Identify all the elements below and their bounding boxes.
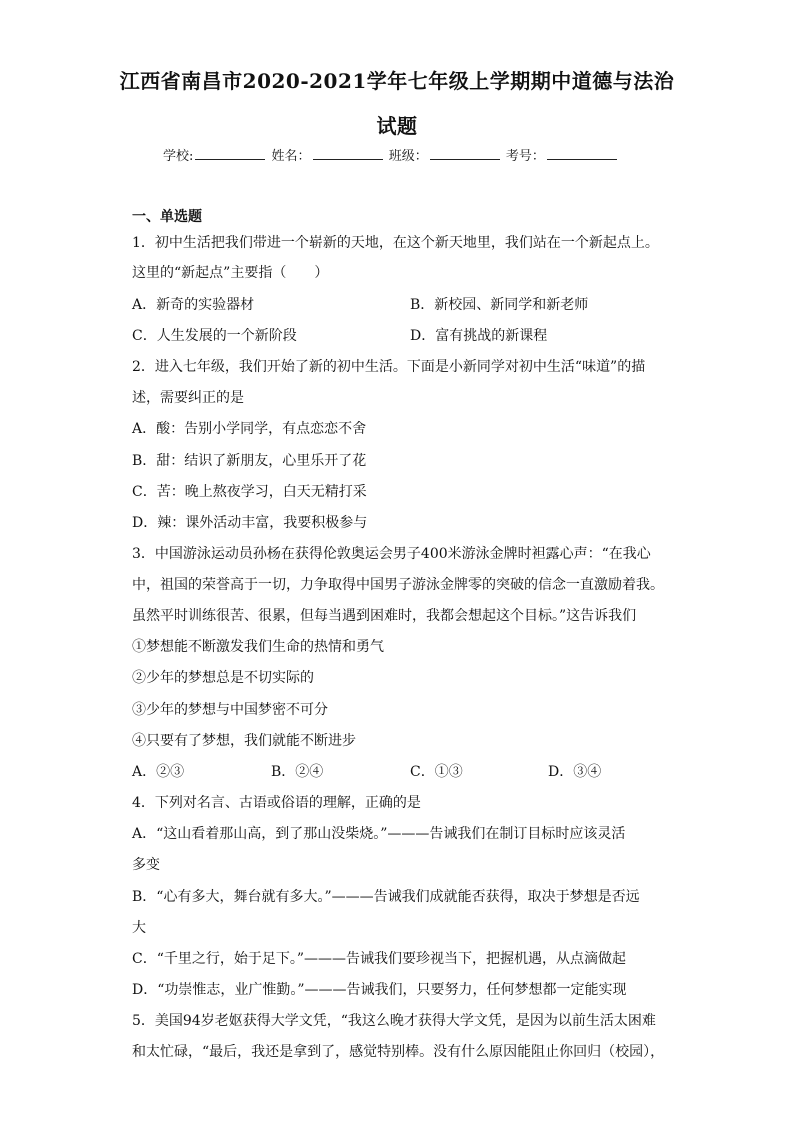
q3-statement-2: ②少年的梦想总是不切实际的 [132,670,314,686]
q2-stem-line2: 述，需要纠正的是 [132,390,244,406]
q2-option-b: B．甜：结识了新朋友，心里乐开了花 [132,453,367,469]
q2-option-c: C．苦：晚上熬夜学习，白天无精打采 [132,484,367,500]
q5-stem-line1: 5．美国94岁老妪获得大学文凭，“我这么晚才获得大学文凭，是因为以前生活太困难 [132,1013,656,1029]
class-blank[interactable] [430,146,500,160]
q3-stem-line1: 3．中国游泳运动员孙杨在获得伦敦奥运会男子400米游泳金牌时袒露心声：“在我心 [132,546,651,562]
q2-option-a: A．酸：告别小学同学，有点恋恋不舍 [132,421,367,437]
school-blank[interactable] [195,146,265,160]
q1-option-b: B．新校园、新同学和新老师 [410,297,589,313]
name-label: 姓名： [271,149,311,164]
q4-option-b-line1: B．“心有多大，舞台就有多大。”———告诫我们成就能否获得，取决于梦想是否远 [132,889,640,905]
q5-stem-line2: 和太忙碌，“最后，我还是拿到了，感觉特别棒。没有什么原因能阻止你回归（校园）， [132,1044,665,1060]
q4-stem: 4．下列对名言、古语或俗语的理解，正确的是 [132,795,421,811]
exam-title-line2: 试题 [376,114,418,138]
section-heading: 一、单选题 [132,209,202,225]
name-blank[interactable] [313,146,383,160]
q1-option-a: A．新奇的实验器材 [132,297,255,313]
q3-option-b: B．②④ [271,764,324,780]
id-blank[interactable] [547,146,617,160]
q1-stem-line2: 这里的“新起点”主要指（ ） [132,265,329,281]
class-label: 班级： [388,149,428,164]
q4-option-b-line2: 大 [132,920,146,936]
q3-option-a: A．②③ [132,764,185,780]
q4-option-a-line1: A．“这山看着那山高，到了那山没柴烧。”———告诫我们在制订目标时应该灵活 [132,826,626,842]
q3-stem-line3: 虽然平时训练很苦、很累，但每当遇到困难时，我都会想起这个目标。”这告诉我们 [132,608,637,624]
q3-option-d: D．③④ [548,764,602,780]
q3-statement-4: ④只要有了梦想，我们就能不断进步 [132,733,356,749]
q1-option-d: D．富有挑战的新课程 [410,328,548,344]
q2-stem-line1: 2．进入七年级，我们开始了新的初中生活。下面是小新同学对初中生活“味道”的描 [132,359,646,375]
q3-stem-line2: 中，祖国的荣誉高于一切，力争取得中国男子游泳金牌零的突破的信念一直激励着我。 [132,577,664,593]
q1-stem-line1: 1．初中生活把我们带进一个崭新的天地，在这个新天地里，我们站在一个新起点上。 [132,235,659,251]
id-label: 考号： [505,149,545,164]
q4-option-c: C．“千里之行，始于足下。”———告诫我们要珍视当下，把握机遇，从点滴做起 [132,951,627,967]
q3-statement-3: ③少年的梦想与中国梦密不可分 [132,702,328,718]
q4-option-d: D．“功崇惟志，业广惟勤。”———告诫我们，只要努力，任何梦想都一定能实现 [132,982,627,998]
q4-option-a-line2: 多变 [132,857,160,873]
q3-option-c: C．①③ [410,764,463,780]
exam-title-line1: 江西省南昌市2020-2021学年七年级上学期期中道德与法治 [119,69,675,93]
q3-statement-1: ①梦想能不断激发我们生命的热情和勇气 [132,639,384,655]
student-info-row [163,146,619,166]
school-label: 学校: [163,149,194,164]
q2-option-d: D．辣：课外活动丰富，我要积极参与 [132,515,368,531]
q1-option-c: C．人生发展的一个新阶段 [132,328,297,344]
